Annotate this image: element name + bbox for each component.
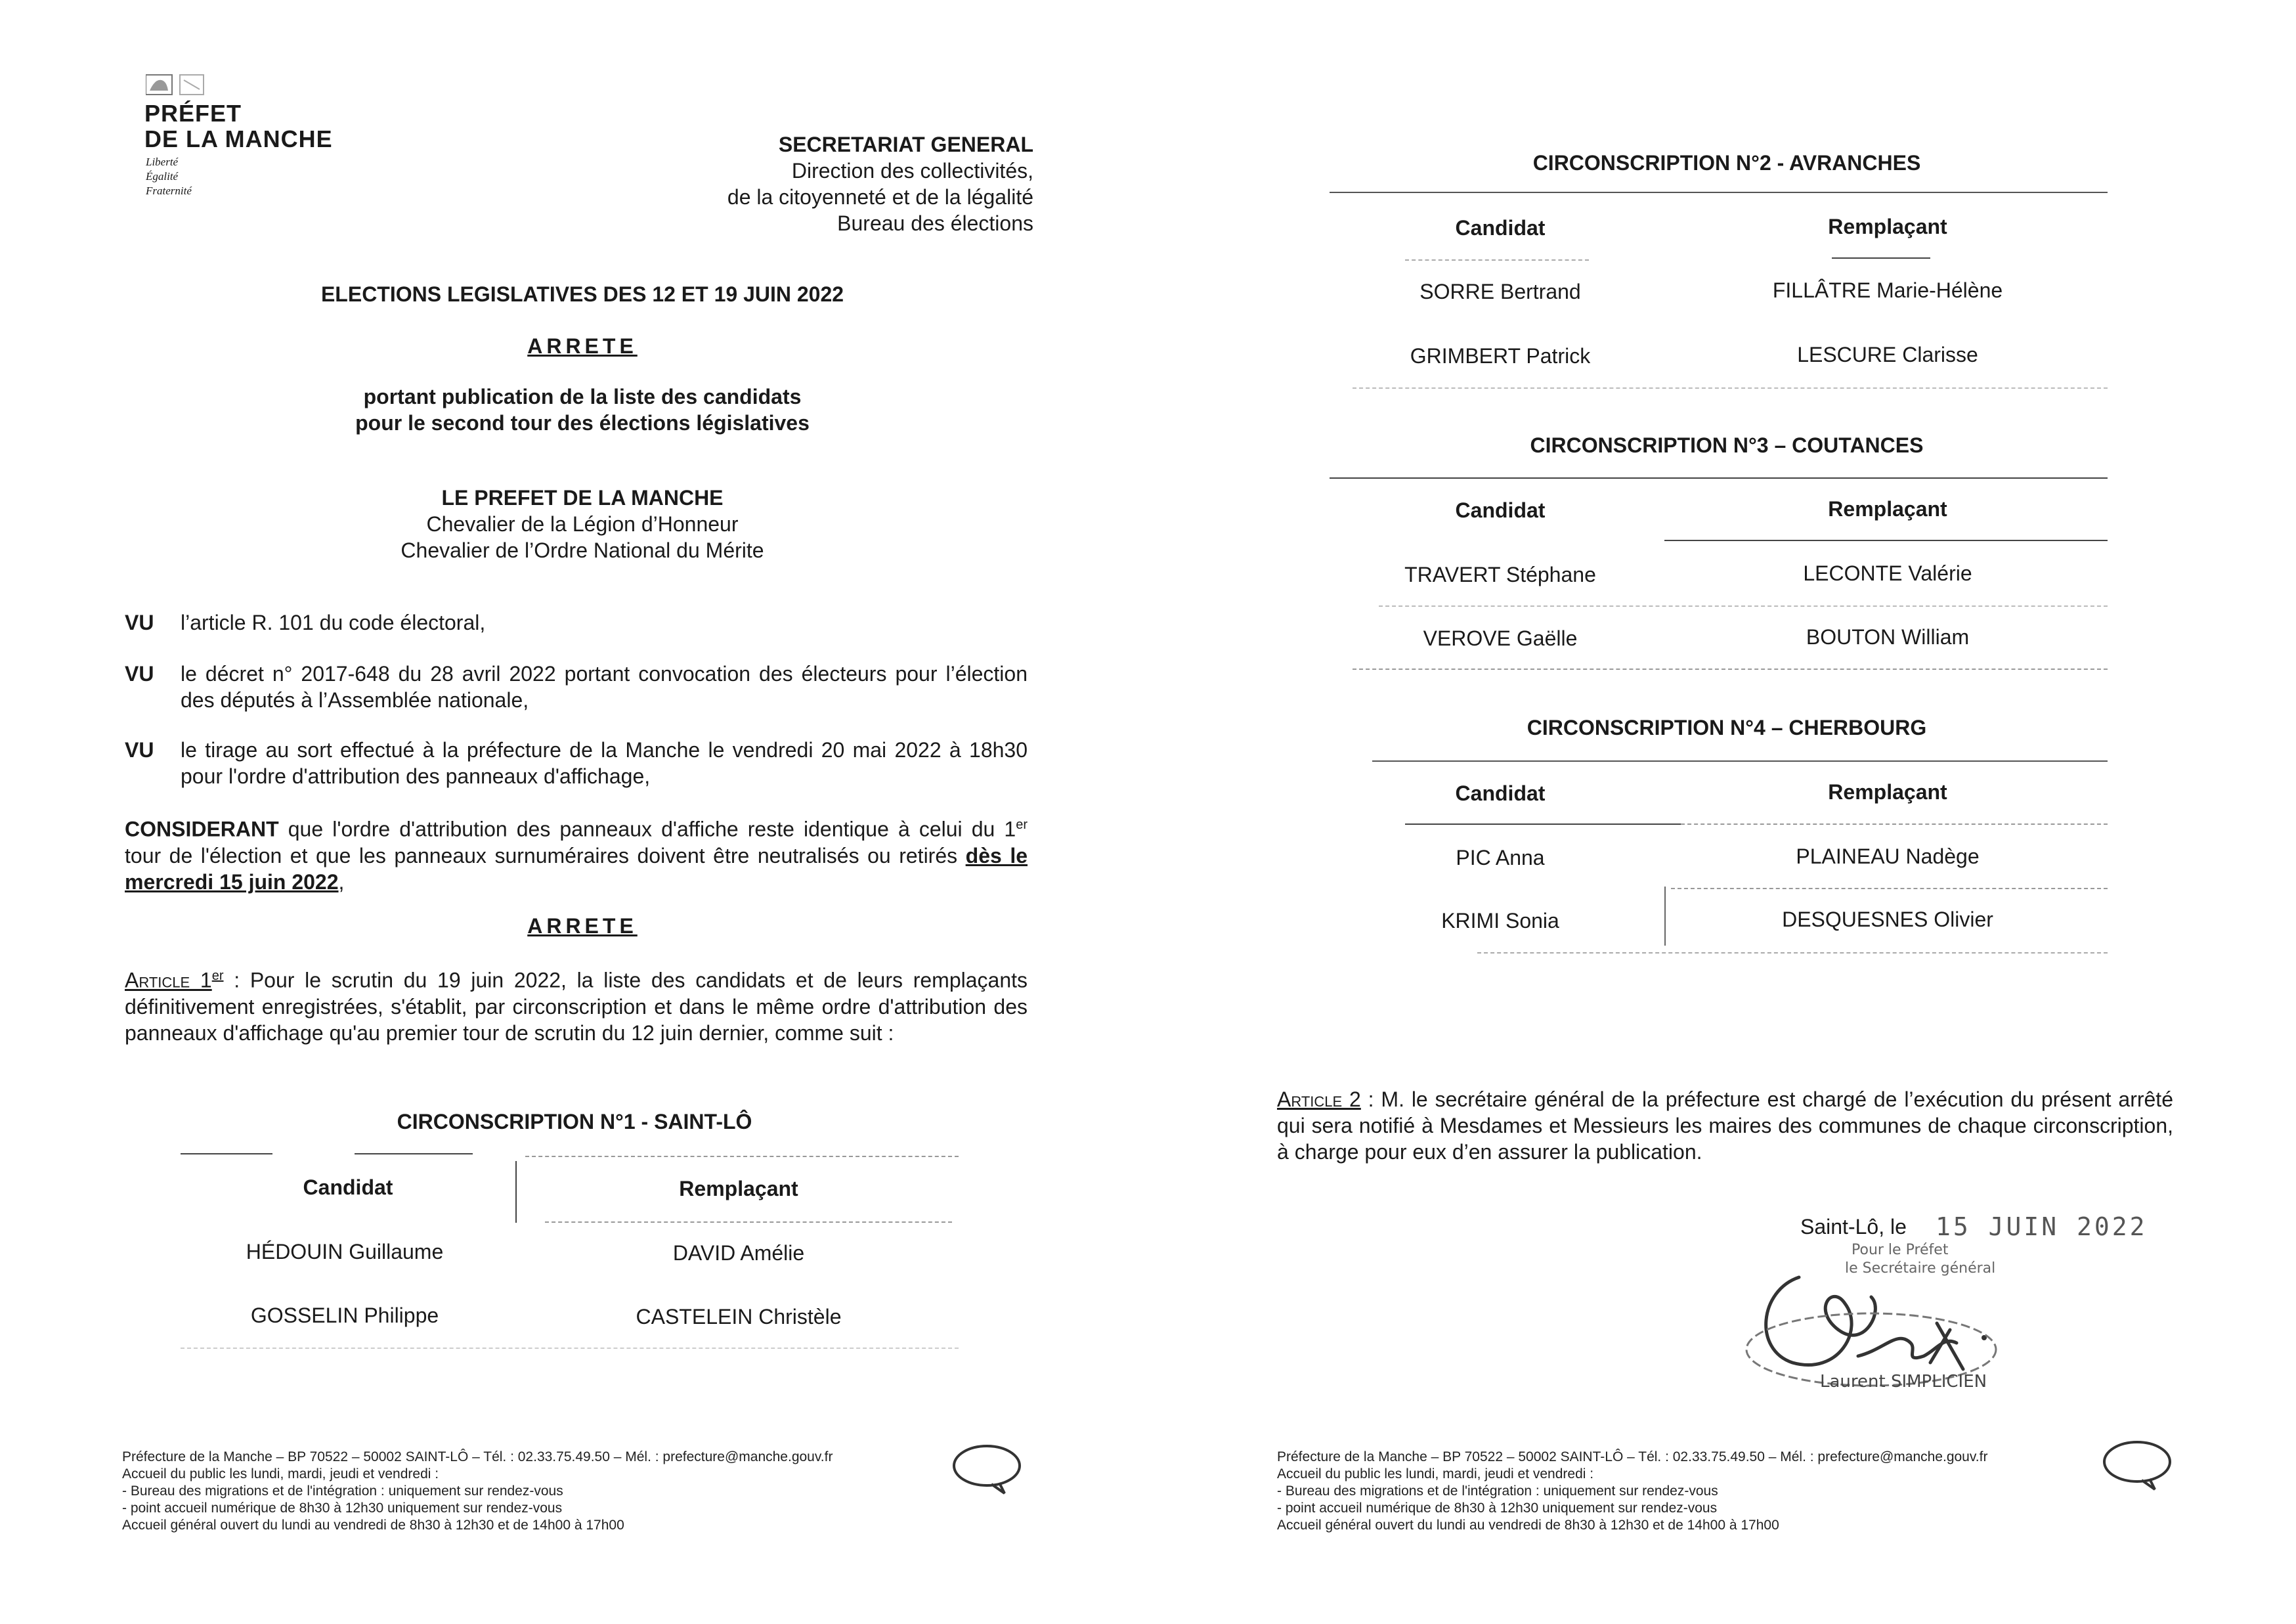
considerant-label: CONSIDERANT — [125, 817, 279, 841]
prefet-title: LE PREFET DE LA MANCHE — [441, 486, 724, 510]
circ4-col-rule-right — [1681, 823, 2108, 825]
motto-liberte: Liberté — [146, 156, 179, 168]
circ1-header-rule-right — [355, 1153, 473, 1154]
circ2-bottom-rule — [1353, 387, 2108, 389]
circ4-title: CIRCONSCRIPTION N°4 – CHERBOURG — [1527, 716, 1927, 739]
vu-label-3: VU — [125, 738, 154, 762]
article-2 — [1277, 1086, 2173, 1165]
circ3-row2-candidat: VEROVE Gaëlle — [1423, 626, 1578, 650]
circ2-row1-remplacant: FILLÂTRE Marie-Hélène — [1772, 278, 2003, 302]
vu-label-1: VU — [125, 611, 154, 634]
circ1-row2-candidat: GOSSELIN Philippe — [250, 1304, 439, 1327]
logo-motto — [146, 155, 192, 198]
footer-right-line-5: Accueil général ouvert du lundi au vendredi de 8h30 à 12h30 et de 14h00 à 17h00 — [1277, 1518, 1779, 1533]
motto-egalite: Égalité — [146, 170, 179, 183]
header-block — [591, 131, 1033, 236]
arrete-heading-1: ARRETE — [527, 334, 638, 358]
footer-right-line-3: - Bureau des migrations et de l'intégration : uniquement sur rendez-vous — [1277, 1483, 1718, 1499]
circ4-row2-remplacant: DESQUESNES Olivier — [1782, 908, 1993, 931]
considerant-sup: er — [1016, 818, 1028, 832]
circ2-col-candidat: Candidat — [1455, 216, 1546, 240]
marianne-logo-icon — [146, 74, 209, 96]
footer-right-line-1: Préfecture de la Manche – BP 70522 – 50002 SAINT-LÔ – Tél. : 02.33.75.49.50 – Mél. : prefecture@manche.gouv.fr — [1277, 1449, 1988, 1464]
circ2-title: CIRCONSCRIPTION N°2 - AVRANCHES — [1532, 151, 1921, 175]
vu-text-3: le tirage au sort effectué à la préfecture de la Manche le vendredi 20 mai 2022 à 18h30 pour l'ordre d'attribution des panneaux d'affichage, — [181, 738, 1028, 788]
article-2-label: Article 2 — [1277, 1087, 1361, 1111]
circ1-title: CIRCONSCRIPTION N°1 - SAINT-LÔ — [397, 1110, 752, 1133]
article-1-sup: er — [211, 969, 224, 983]
circ1-column-divider — [515, 1161, 517, 1223]
signature-place: Saint-Lô, le — [1800, 1215, 1907, 1239]
circ2-row1-candidat: SORRE Bertrand — [1419, 280, 1581, 303]
circ3-row-rule — [1379, 605, 2108, 607]
circ2-col-rule — [1405, 259, 1589, 261]
circ1-row2-remplacant: CASTELEIN Christèle — [636, 1305, 842, 1328]
circ1-col-remplacant: Remplaçant — [679, 1177, 798, 1200]
footer-right-line-2: Accueil du public les lundi, mardi, jeudi et vendredi : — [1277, 1466, 1594, 1481]
circ4-row1-candidat: PIC Anna — [1456, 846, 1545, 869]
circ2-row2-remplacant: LESCURE Clarisse — [1797, 343, 1978, 366]
election-title: ELECTIONS LEGISLATIVES DES 12 ET 19 JUIN 2022 — [320, 282, 844, 306]
circ3-col-remplacant: Remplaçant — [1828, 497, 1947, 521]
article-1-label: Article 1 — [125, 968, 212, 992]
circ3-row1-remplacant: LECONTE Valérie — [1803, 561, 1972, 585]
prefet-honor-1: Chevalier de la Légion d’Honneur — [426, 512, 739, 536]
circ1-header-rule-dash — [525, 1156, 959, 1157]
vu-label-2: VU — [125, 662, 154, 686]
logo-prefet-line2: DE LA MANCHE — [144, 125, 333, 152]
circ3-bottom-rule — [1353, 669, 2108, 670]
considerant-text-b: tour de l'élection et que les panneaux surnuméraires doivent être neutralisés ou retirés — [125, 843, 966, 867]
article-2-text: : M. le secrétaire général de la préfecture est chargé de l’exécution du présent arrêté qui sera notifié à Mesdames et Messieurs les maires des communes de chaque circonscription, à charge pour eux d’en assurer la publication. — [1277, 1087, 2173, 1164]
considerant-text-c: , — [338, 869, 345, 894]
circ1-row1-remplacant: DAVID Amélie — [672, 1241, 805, 1265]
circ1-col-candidat: Candidat — [303, 1175, 393, 1199]
circ3-col-candidat: Candidat — [1455, 498, 1546, 522]
prefet-block — [125, 485, 1040, 563]
article-1 — [125, 963, 1028, 1046]
header-citoyennete: de la citoyenneté et de la légalité — [727, 185, 1033, 209]
circ3-header-rule — [1330, 477, 2108, 479]
circ1-row-rule — [545, 1221, 952, 1223]
handwritten-signature-icon — [1740, 1251, 2029, 1389]
circ3-title: CIRCONSCRIPTION N°3 – COUTANCES — [1530, 433, 1924, 457]
header-secretariat: SECRETARIAT GENERAL — [778, 133, 1033, 156]
circ4-bottom-rule — [1477, 952, 2108, 954]
subject-line-1: portant publication de la liste des candidats — [363, 385, 802, 408]
subject-block — [125, 384, 1040, 436]
circ4-column-divider — [1664, 887, 1666, 946]
circ4-header-rule — [1372, 760, 2108, 762]
circ2-row2-candidat: GRIMBERT Patrick — [1410, 344, 1591, 368]
considerant-paragraph — [125, 812, 1028, 895]
circ1-bottom-rule — [181, 1348, 959, 1349]
circ4-row-rule — [1671, 888, 2108, 889]
circ4-row1-remplacant: PLAINEAU Nadège — [1796, 845, 1980, 868]
signature-date-stamp: 15 JUIN 2022 — [1936, 1212, 2148, 1241]
prefet-honor-2: Chevalier de l’Ordre National du Mérite — [401, 538, 764, 562]
considerant-text-a: que l'ordre d'attribution des panneaux d'affiche reste identique à celui du 1 — [278, 817, 1016, 841]
circ2-header-rule — [1330, 192, 2108, 193]
header-direction: Direction des collectivités, — [791, 159, 1033, 183]
circ3-col-rule — [1664, 540, 2108, 541]
article-1-text: : Pour le scrutin du 19 juin 2022, la liste des candidats et de leurs remplaçants définitivement enregistrées, s'établit, par circonscription et dans le même ordre d'attribution des panneaux d'affichage qu'au premier tour de scrutin du 12 juin dernier, comme suit : — [125, 968, 1028, 1045]
stamp-line-2: le Secrétaire général — [1845, 1260, 1996, 1277]
vu-text-1: l’article R. 101 du code électoral, — [181, 611, 486, 634]
circ4-row2-candidat: KRIMI Sonia — [1441, 909, 1559, 933]
circ1-row1-candidat: HÉDOUIN Guillaume — [246, 1240, 444, 1263]
circ3-row1-candidat: TRAVERT Stéphane — [1404, 563, 1596, 586]
circ2-col-remplacant: Remplaçant — [1828, 215, 1947, 238]
stamp-line-1: Pour le Préfet — [1852, 1242, 1949, 1258]
logo-prefet-line1: PRÉFET — [144, 100, 242, 127]
vu-text-2: le décret n° 2017-648 du 28 avril 2022 portant convocation des électeurs pour l’élection des députés à l’Assemblée nationale, — [181, 662, 1028, 712]
footer-left-line-1: Préfecture de la Manche – BP 70522 – 50002 SAINT-LÔ – Tél. : 02.33.75.49.50 – Mél. : prefecture@manche.gouv.fr — [122, 1449, 833, 1464]
considerant-date: dès le mercredi 15 juin 2022 — [125, 843, 1028, 894]
footer-left-line-3: - Bureau des migrations et de l'intégration : uniquement sur rendez-vous — [122, 1483, 563, 1499]
circ4-col-rule-left — [1405, 823, 1681, 825]
circ3-row2-remplacant: BOUTON William — [1806, 625, 1970, 649]
signer-name: Laurent SIMPLICIEN — [1820, 1372, 1987, 1392]
footer-right-line-4: - point accueil numérique de 8h30 à 12h30 uniquement sur rendez-vous — [1277, 1501, 1718, 1516]
motto-fraternite: Fraternité — [146, 185, 192, 197]
circ4-col-remplacant: Remplaçant — [1828, 780, 1947, 804]
arrete-heading-2: ARRETE — [527, 914, 638, 938]
header-bureau: Bureau des élections — [837, 211, 1033, 235]
footer-left-line-4: - point accueil numérique de 8h30 à 12h30 uniquement sur rendez-vous — [122, 1501, 563, 1516]
footer-left — [122, 1449, 833, 1534]
footer-left-line-2: Accueil du public les lundi, mardi, jeudi et vendredi : — [122, 1466, 439, 1481]
circ2-remplacant-underline — [1832, 257, 1930, 259]
footer-right — [1277, 1449, 1987, 1534]
footer-left-line-5: Accueil général ouvert du lundi au vendredi de 8h30 à 12h30 et de 14h00 à 17h00 — [122, 1518, 624, 1533]
speech-bubble-icon-right — [2101, 1438, 2173, 1491]
circ4-col-candidat: Candidat — [1455, 781, 1546, 805]
speech-bubble-icon — [951, 1442, 1023, 1495]
subject-line-2: pour le second tour des élections législatives — [355, 411, 810, 435]
circ1-header-rule-left — [181, 1153, 272, 1154]
